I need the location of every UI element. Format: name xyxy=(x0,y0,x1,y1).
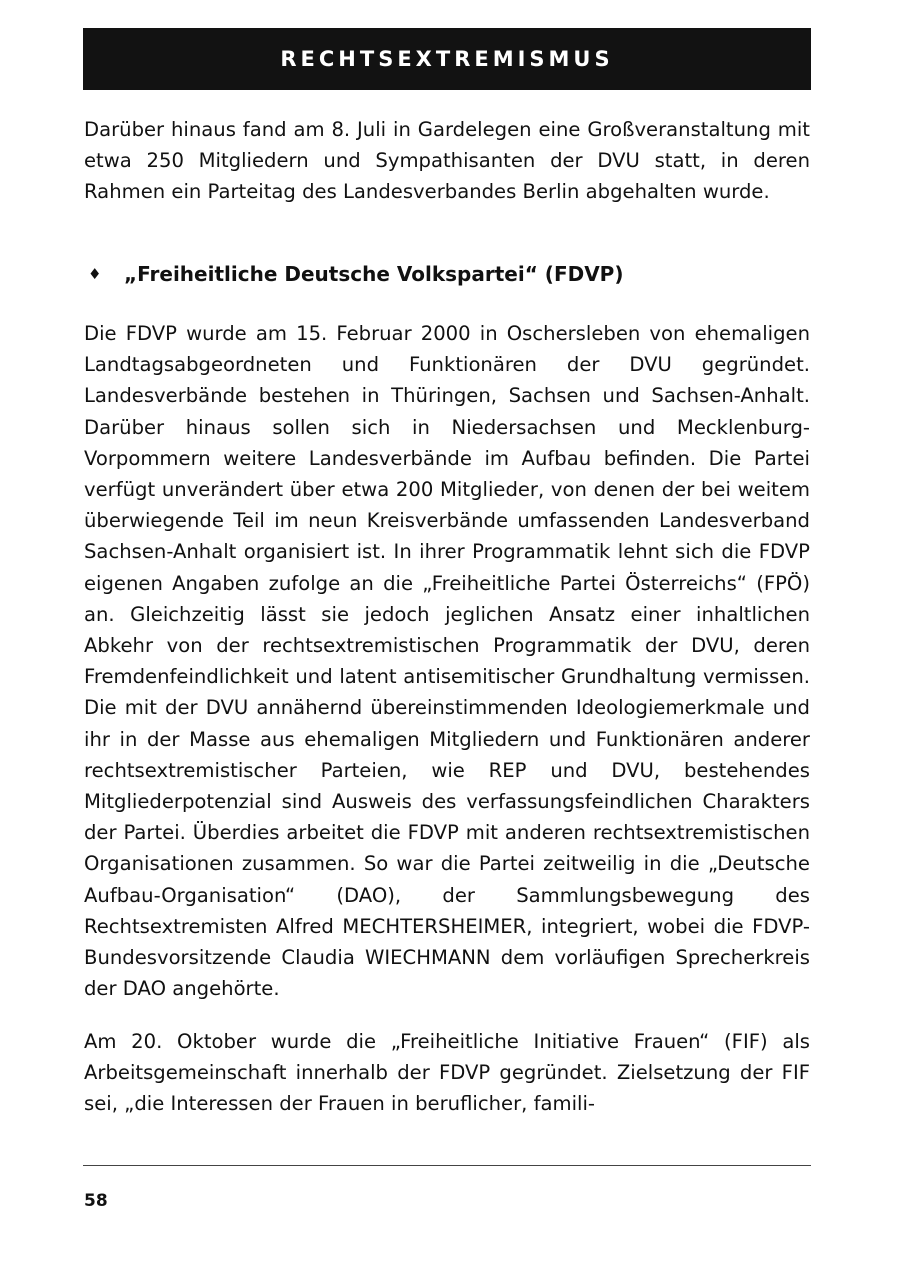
section-heading-text: „Freiheitliche Deutsche Volkspartei“ (FDVP) xyxy=(124,262,624,286)
diamond-bullet-icon: ♦ xyxy=(88,265,102,283)
body-paragraph: Darüber hinaus fand am 8. Juli in Gardelegen eine Großveranstaltung mit etwa 250 Mitgliedern und Sympathisanten der DVU statt, in deren Rahmen ein Parteitag des Landesverbandes Berlin abgehalten wurde. xyxy=(84,118,810,204)
body-paragraph: Die FDVP wurde am 15. Februar 2000 in Oschersleben von ehemaligen Landtagsabgeordneten und Funktionären der DVU gegründet. Landesverbände bestehen in Thüringen, Sachsen und Sachsen-Anhalt. Darüber hinaus sollen sich in Niedersachsen und Mecklenburg-Vorpommern weitere Landesverbände im Aufbau befinden. Die Partei verfügt unverändert über etwa 200 Mitglieder, von denen der bei weitem überwiegende Teil im neun Kreisverbände umfassenden Landesverband Sachsen-Anhalt organisiert ist. In ihrer Programmatik lehnt sich die FDVP eigenen Angaben zufolge an die „Freiheitliche Partei Österreichs“ (FPÖ) an. Gleichzeitig lässt sie jedoch jeglichen Ansatz einer inhaltlichen Abkehr von der rechtsextremistischen Programmatik der DVU, deren Fremdenfeindlichkeit und latent antisemitischer Grundhaltung vermissen. Die mit der DVU annähernd übereinstimmenden Ideologiemerkmale und ihr in der Masse aus ehemaligen Mitgliedern und Funktionären anderer rechtsextremistischer Parteien, wie REP und DVU, bestehendes Mitgliederpotenzial sind Ausweis des verfassungsfeindlichen Charakters der Partei. Überdies arbeitet die FDVP mit anderen rechtsextremistischen Organisationen zusammen. So war die Partei zeitweilig in die „Deutsche Aufbau-Organisation“ (DAO), der Sammlungsbewegung des Rechtsextremisten Alfred MECHTERSHEIMER, integriert, wobei die FDVP-Bundesvorsitzende Claudia WIECHMANN dem vorläufigen Sprecherkreis der DAO angehörte. xyxy=(84,322,810,1001)
section-heading xyxy=(88,258,808,290)
header-bar xyxy=(83,28,811,90)
page-header-title: RECHTSEXTREMISMUS xyxy=(280,47,614,71)
footer-rule xyxy=(83,1165,811,1166)
body-paragraph: Am 20. Oktober wurde die „Freiheitliche Initiative Frauen“ (FIF) als Arbeitsgemeinschaft innerhalb der FDVP gegründet. Zielsetzung der FIF sei, „die Interessen der Frauen in beruflicher, famili- xyxy=(84,1030,810,1116)
page-number: 58 xyxy=(84,1191,108,1211)
